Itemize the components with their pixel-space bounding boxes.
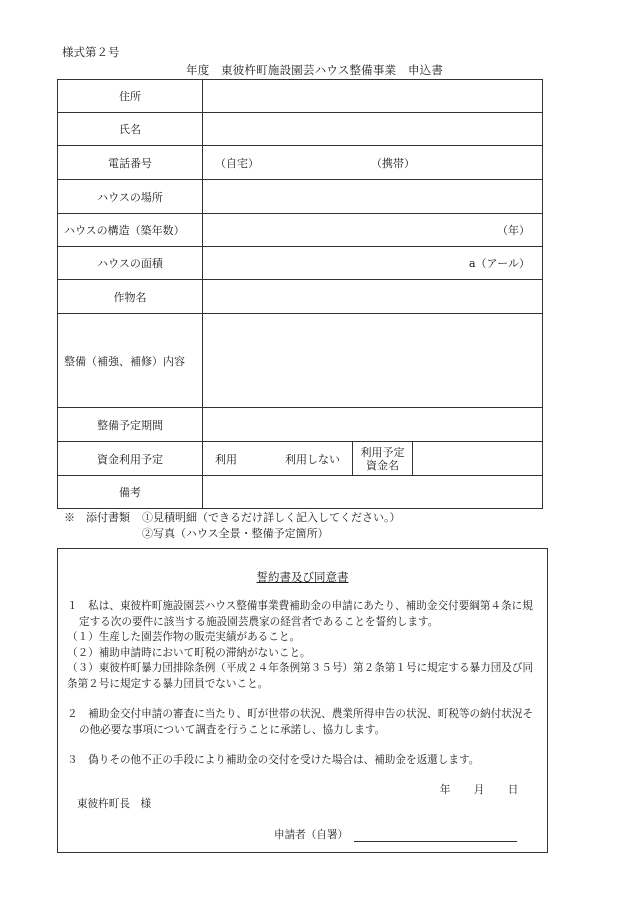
signature-field[interactable] — [354, 829, 517, 842]
pledge-item-2: ２ 補助金交付申請の審査に当たり、町が世帯の状況、農業所得申告の状況、町税等の納付状況その他必要な事項について調査を行うことに承諾し、協力します。 — [67, 708, 534, 736]
house-structure-label: ハウスの構造（築年数） — [58, 214, 203, 247]
house-location-field[interactable] — [203, 180, 543, 214]
phone-mobile-label: （携帯） — [371, 156, 415, 170]
pledge-item-1-1: （１）生産した園芸作物の販売実績があること。 — [67, 631, 301, 643]
pledge-item-1: １ 私は、東彼杵町施設園芸ハウス整備事業費補助金の申請にあたり、補助金交付要綱第４条に規定する次の要件に該当する施設園芸農家の経営者であることを誓約します。 — [67, 600, 533, 628]
phone-label: 電話番号 — [58, 146, 203, 180]
form-title: 年度 東彼杵町施設園芸ハウス整備事業 申込書 — [186, 63, 444, 77]
pledge-box — [57, 548, 548, 853]
pledge-item-1-2: （２）補助申請時において町税の滞納がないこと。 — [67, 646, 311, 659]
maintenance-label: 整備（補強、補修）内容 — [58, 314, 203, 408]
row-crop — [58, 280, 543, 314]
planned-fund-name-line2: 資金名 — [366, 458, 399, 472]
fund-not-use-option[interactable]: 利用しない — [285, 452, 340, 466]
date-line — [428, 782, 530, 797]
pledge-title: 誓約書及び同意書 — [256, 570, 349, 584]
planned-fund-name-line1: 利用予定 — [360, 445, 405, 459]
address-label: 住所 — [58, 80, 203, 113]
signer-label: 申請者（自署） — [274, 829, 349, 841]
crop-label: 作物名 — [58, 280, 203, 314]
planned-fund-name-field[interactable] — [413, 442, 543, 476]
attachment-item-1: ①見積明細（できるだけ詳しく記入してください。） — [142, 511, 401, 524]
form-number: 様式第２号 — [62, 45, 120, 59]
row-house-location — [58, 180, 543, 214]
fund-label: 資金利用予定 — [58, 442, 203, 476]
years-close: 年） — [508, 224, 531, 237]
phone-field[interactable] — [203, 146, 543, 180]
addressee: 東彼杵町長 様 — [77, 798, 152, 810]
address-field[interactable] — [203, 80, 543, 113]
fund-choice-field[interactable] — [203, 442, 353, 476]
years-open: （ — [497, 224, 509, 237]
row-address — [58, 80, 543, 113]
house-location-label: ハウスの場所 — [58, 180, 203, 214]
row-maintenance-period — [58, 408, 543, 442]
row-remarks — [58, 476, 543, 509]
attachments — [64, 510, 401, 542]
attachments-label: ※ 添付書類 — [64, 511, 130, 524]
name-label: 氏名 — [58, 113, 203, 146]
planned-fund-name-label — [353, 442, 413, 476]
fund-use-option[interactable]: 利用 — [215, 452, 237, 466]
name-field[interactable] — [203, 113, 543, 146]
maintenance-field[interactable] — [203, 314, 543, 408]
row-maintenance — [58, 314, 543, 408]
row-phone — [58, 146, 543, 180]
date-month: 月 — [473, 784, 485, 796]
application-table — [57, 79, 543, 509]
crop-field[interactable] — [203, 280, 543, 314]
area-unit: a（アール） — [469, 257, 531, 270]
row-name — [58, 113, 543, 146]
remarks-field[interactable] — [203, 476, 543, 509]
maintenance-period-label: 整備予定期間 — [58, 408, 203, 442]
date-year: 年 — [439, 784, 451, 796]
pledge-item-1-3: （３）東彼杵町暴力団排除条例（平成２４年条例第３５号）第２条第１号に規定する暴力団及び同条第２号に規定する暴力団員でないこと。 — [67, 662, 534, 690]
signer — [274, 827, 517, 842]
house-structure-field[interactable] — [203, 214, 543, 247]
date-day: 日 — [507, 784, 519, 796]
row-house-area — [58, 247, 543, 280]
house-area-label: ハウスの面積 — [58, 247, 203, 280]
pledge-item-3: ３ 偽りその他不正の手段により補助金の交付を受けた場合は、補助金を返還します。 — [67, 754, 480, 766]
attachment-item-2: ②写真（ハウス全景・整備予定箇所） — [142, 527, 329, 540]
remarks-label: 備考 — [58, 476, 203, 509]
house-area-field[interactable] — [203, 247, 543, 280]
row-house-structure — [58, 214, 543, 247]
phone-home-label: （自宅） — [215, 156, 259, 170]
pledge-body — [67, 599, 539, 769]
maintenance-period-field[interactable] — [203, 408, 543, 442]
row-fund — [58, 442, 543, 476]
